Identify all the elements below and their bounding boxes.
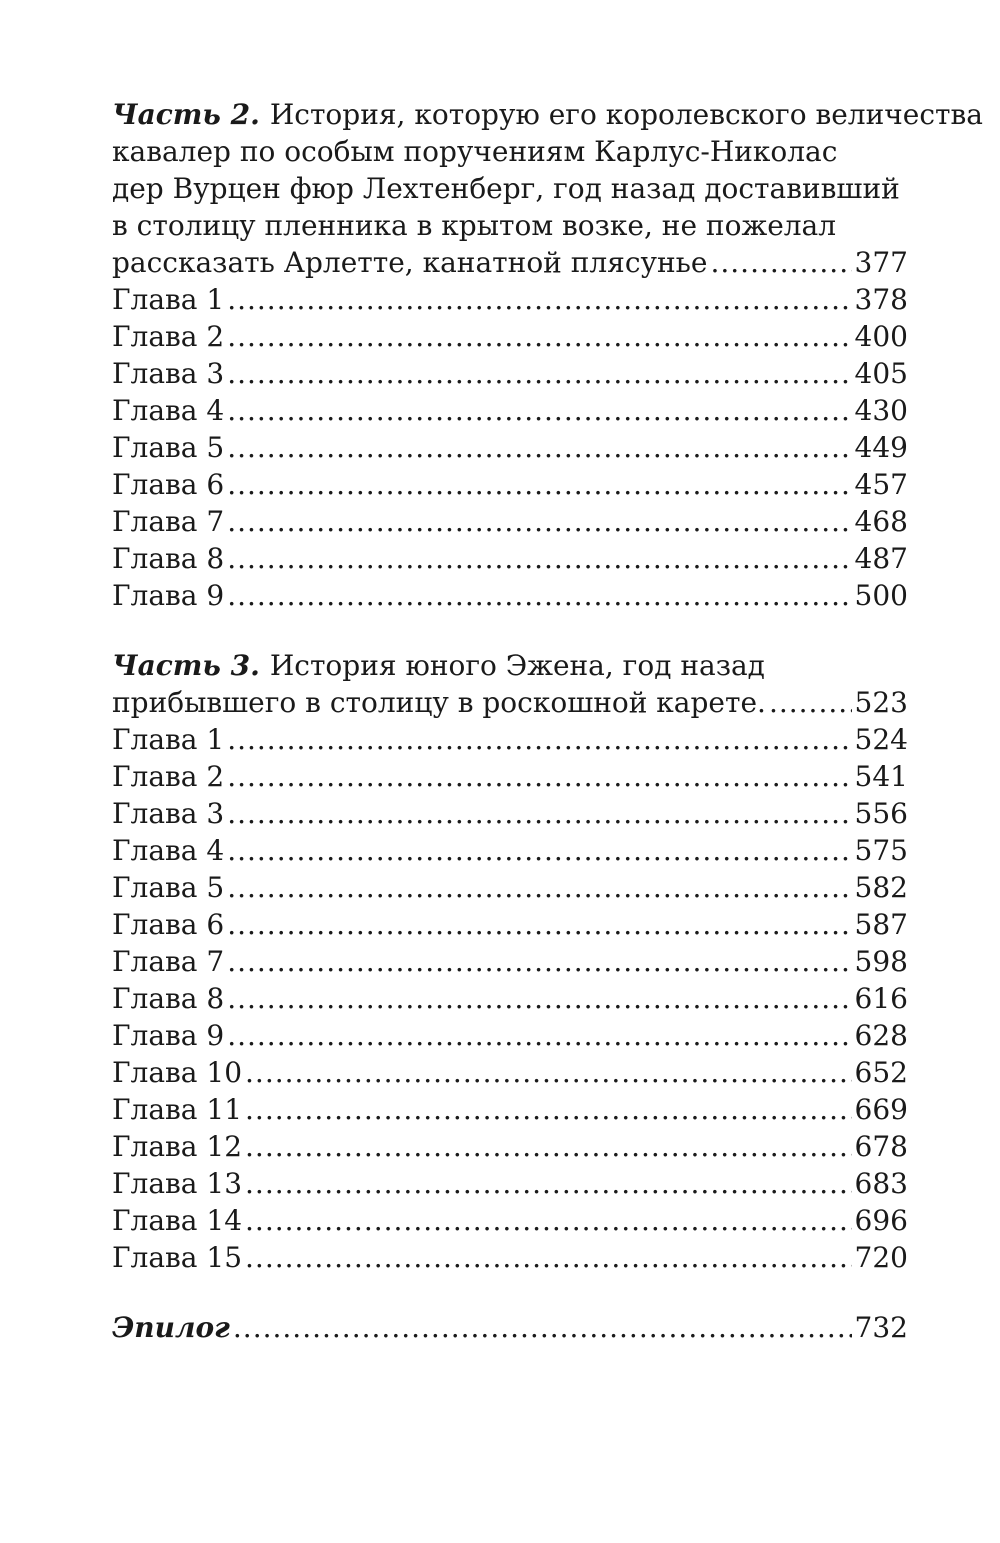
part-3-title-last-line: прибывшего в столицу в роскошной карете. (112, 686, 766, 719)
chapter-title: Глава 4 (112, 394, 225, 427)
chapter-page-number: 683 (854, 1167, 908, 1200)
leader-dots (227, 540, 851, 577)
leader-dots (227, 466, 851, 503)
chapter-title: Глава 9 (112, 579, 225, 612)
chapter-entry[interactable] (112, 577, 908, 614)
leader-dots (227, 281, 851, 318)
leader-dots (227, 795, 851, 832)
leader-dots (245, 1054, 852, 1091)
chapter-entry[interactable] (112, 503, 908, 540)
chapter-entry[interactable] (112, 795, 908, 832)
leader-dots (245, 1239, 852, 1276)
leader-dots (227, 1017, 851, 1054)
chapter-title: Глава 6 (112, 468, 225, 501)
chapter-title: Глава 9 (112, 1019, 225, 1052)
part-2-title-last-line: рассказать Арлетте, канатной плясунье (112, 246, 708, 279)
epilogue-entry[interactable] (112, 1309, 908, 1346)
leader-dots (245, 1091, 852, 1128)
leader-dots (227, 980, 851, 1017)
chapter-title: Глава 5 (112, 871, 225, 904)
leader-dots (227, 869, 851, 906)
chapter-title: Глава 7 (112, 945, 225, 978)
chapter-entry[interactable] (112, 943, 908, 980)
part-2-title-line: История, которую его королевского величества (269, 98, 983, 131)
chapter-entry[interactable] (112, 1239, 908, 1276)
chapter-title: Глава 3 (112, 797, 225, 830)
leader-dots (233, 1309, 852, 1346)
chapter-page-number: 405 (854, 357, 908, 390)
part-2-label: Часть 2. (112, 98, 260, 131)
chapter-entry[interactable] (112, 1165, 908, 1202)
leader-dots (227, 758, 851, 795)
chapter-entry[interactable] (112, 980, 908, 1017)
chapter-title: Глава 8 (112, 542, 225, 575)
chapter-page-number: 616 (854, 982, 908, 1015)
chapter-title: Глава 5 (112, 431, 225, 464)
chapter-title: Глава 15 (112, 1241, 243, 1274)
chapter-page-number: 400 (854, 320, 908, 353)
chapter-title: Глава 4 (112, 834, 225, 867)
chapter-page-number: 628 (854, 1019, 908, 1052)
chapter-page-number: 669 (854, 1093, 908, 1126)
part-2-title-entry[interactable] (112, 244, 908, 281)
chapter-page-number: 457 (854, 468, 908, 501)
chapter-page-number: 449 (854, 431, 908, 464)
chapter-title: Глава 8 (112, 982, 225, 1015)
chapter-title: Глава 11 (112, 1093, 243, 1126)
chapter-page-number: 587 (854, 908, 908, 941)
leader-dots (227, 318, 851, 355)
part-2-title-line: кавалер по особым поручениям Карлус-Николас (112, 135, 838, 168)
chapter-page-number: 582 (854, 871, 908, 904)
chapter-page-number: 524 (854, 723, 908, 756)
part-2-title-line: в столицу пленника в крытом возке, не пожелал (112, 209, 837, 242)
part-3-title-line: История юного Эжена, год назад (269, 649, 765, 682)
leader-dots (227, 943, 851, 980)
chapter-title: Глава 14 (112, 1204, 243, 1237)
leader-dots (245, 1128, 852, 1165)
chapter-page-number: 652 (854, 1056, 908, 1089)
part-3-chapter-list (112, 721, 908, 1276)
chapter-entry[interactable] (112, 906, 908, 943)
chapter-entry[interactable] (112, 281, 908, 318)
chapter-title: Глава 12 (112, 1130, 243, 1163)
chapter-entry[interactable] (112, 1054, 908, 1091)
chapter-entry[interactable] (112, 355, 908, 392)
epilogue-section (112, 1309, 908, 1346)
chapter-entry[interactable] (112, 758, 908, 795)
part-2-section (112, 96, 983, 614)
chapter-entry[interactable] (112, 318, 908, 355)
part-2-page-number: 377 (854, 246, 908, 279)
chapter-title: Глава 2 (112, 320, 225, 353)
chapter-entry[interactable] (112, 1091, 908, 1128)
chapter-title: Глава 3 (112, 357, 225, 390)
chapter-title: Глава 10 (112, 1056, 243, 1089)
part-2-chapter-list (112, 281, 908, 614)
part-2-heading-line-1 (112, 96, 983, 133)
chapter-page-number: 430 (854, 394, 908, 427)
part-3-title-entry[interactable] (112, 684, 908, 721)
chapter-page-number: 696 (854, 1204, 908, 1237)
chapter-page-number: 720 (854, 1241, 908, 1274)
chapter-entry[interactable] (112, 392, 908, 429)
leader-dots (227, 721, 851, 758)
part-3-label: Часть 3. (112, 649, 260, 682)
part-2-title-line: дер Вурцен фюр Лехтенберг, год назад доставивший (112, 172, 900, 205)
leader-dots (710, 244, 851, 281)
part-3-page-number: 523 (854, 686, 908, 719)
chapter-entry[interactable] (112, 1017, 908, 1054)
epilogue-label: Эпилог (112, 1311, 230, 1344)
leader-dots (227, 355, 851, 392)
chapter-entry[interactable] (112, 721, 908, 758)
chapter-page-number: 487 (854, 542, 908, 575)
chapter-title: Глава 1 (112, 723, 225, 756)
chapter-entry[interactable] (112, 1202, 908, 1239)
chapter-page-number: 678 (854, 1130, 908, 1163)
chapter-page-number: 575 (854, 834, 908, 867)
leader-dots (245, 1165, 852, 1202)
chapter-page-number: 541 (854, 760, 908, 793)
chapter-page-number: 598 (854, 945, 908, 978)
leader-dots (227, 577, 851, 614)
leader-dots (227, 832, 851, 869)
chapter-entry[interactable] (112, 429, 908, 466)
leader-dots (227, 392, 851, 429)
chapter-page-number: 468 (854, 505, 908, 538)
chapter-page-number: 556 (854, 797, 908, 830)
chapter-page-number: 500 (854, 579, 908, 612)
part-3-section (112, 647, 908, 1276)
chapter-entry[interactable] (112, 869, 908, 906)
chapter-title: Глава 2 (112, 760, 225, 793)
leader-dots (769, 684, 852, 721)
leader-dots (227, 429, 851, 466)
chapter-title: Глава 1 (112, 283, 225, 316)
chapter-page-number: 378 (854, 283, 908, 316)
chapter-title: Глава 7 (112, 505, 225, 538)
chapter-entry[interactable] (112, 540, 908, 577)
part-3-heading-line-1 (112, 647, 908, 684)
chapter-entry[interactable] (112, 1128, 908, 1165)
leader-dots (227, 503, 851, 540)
leader-dots (245, 1202, 852, 1239)
epilogue-page-number: 732 (854, 1311, 908, 1344)
chapter-entry[interactable] (112, 832, 908, 869)
chapter-title: Глава 13 (112, 1167, 243, 1200)
chapter-entry[interactable] (112, 466, 908, 503)
leader-dots (227, 906, 851, 943)
chapter-title: Глава 6 (112, 908, 225, 941)
